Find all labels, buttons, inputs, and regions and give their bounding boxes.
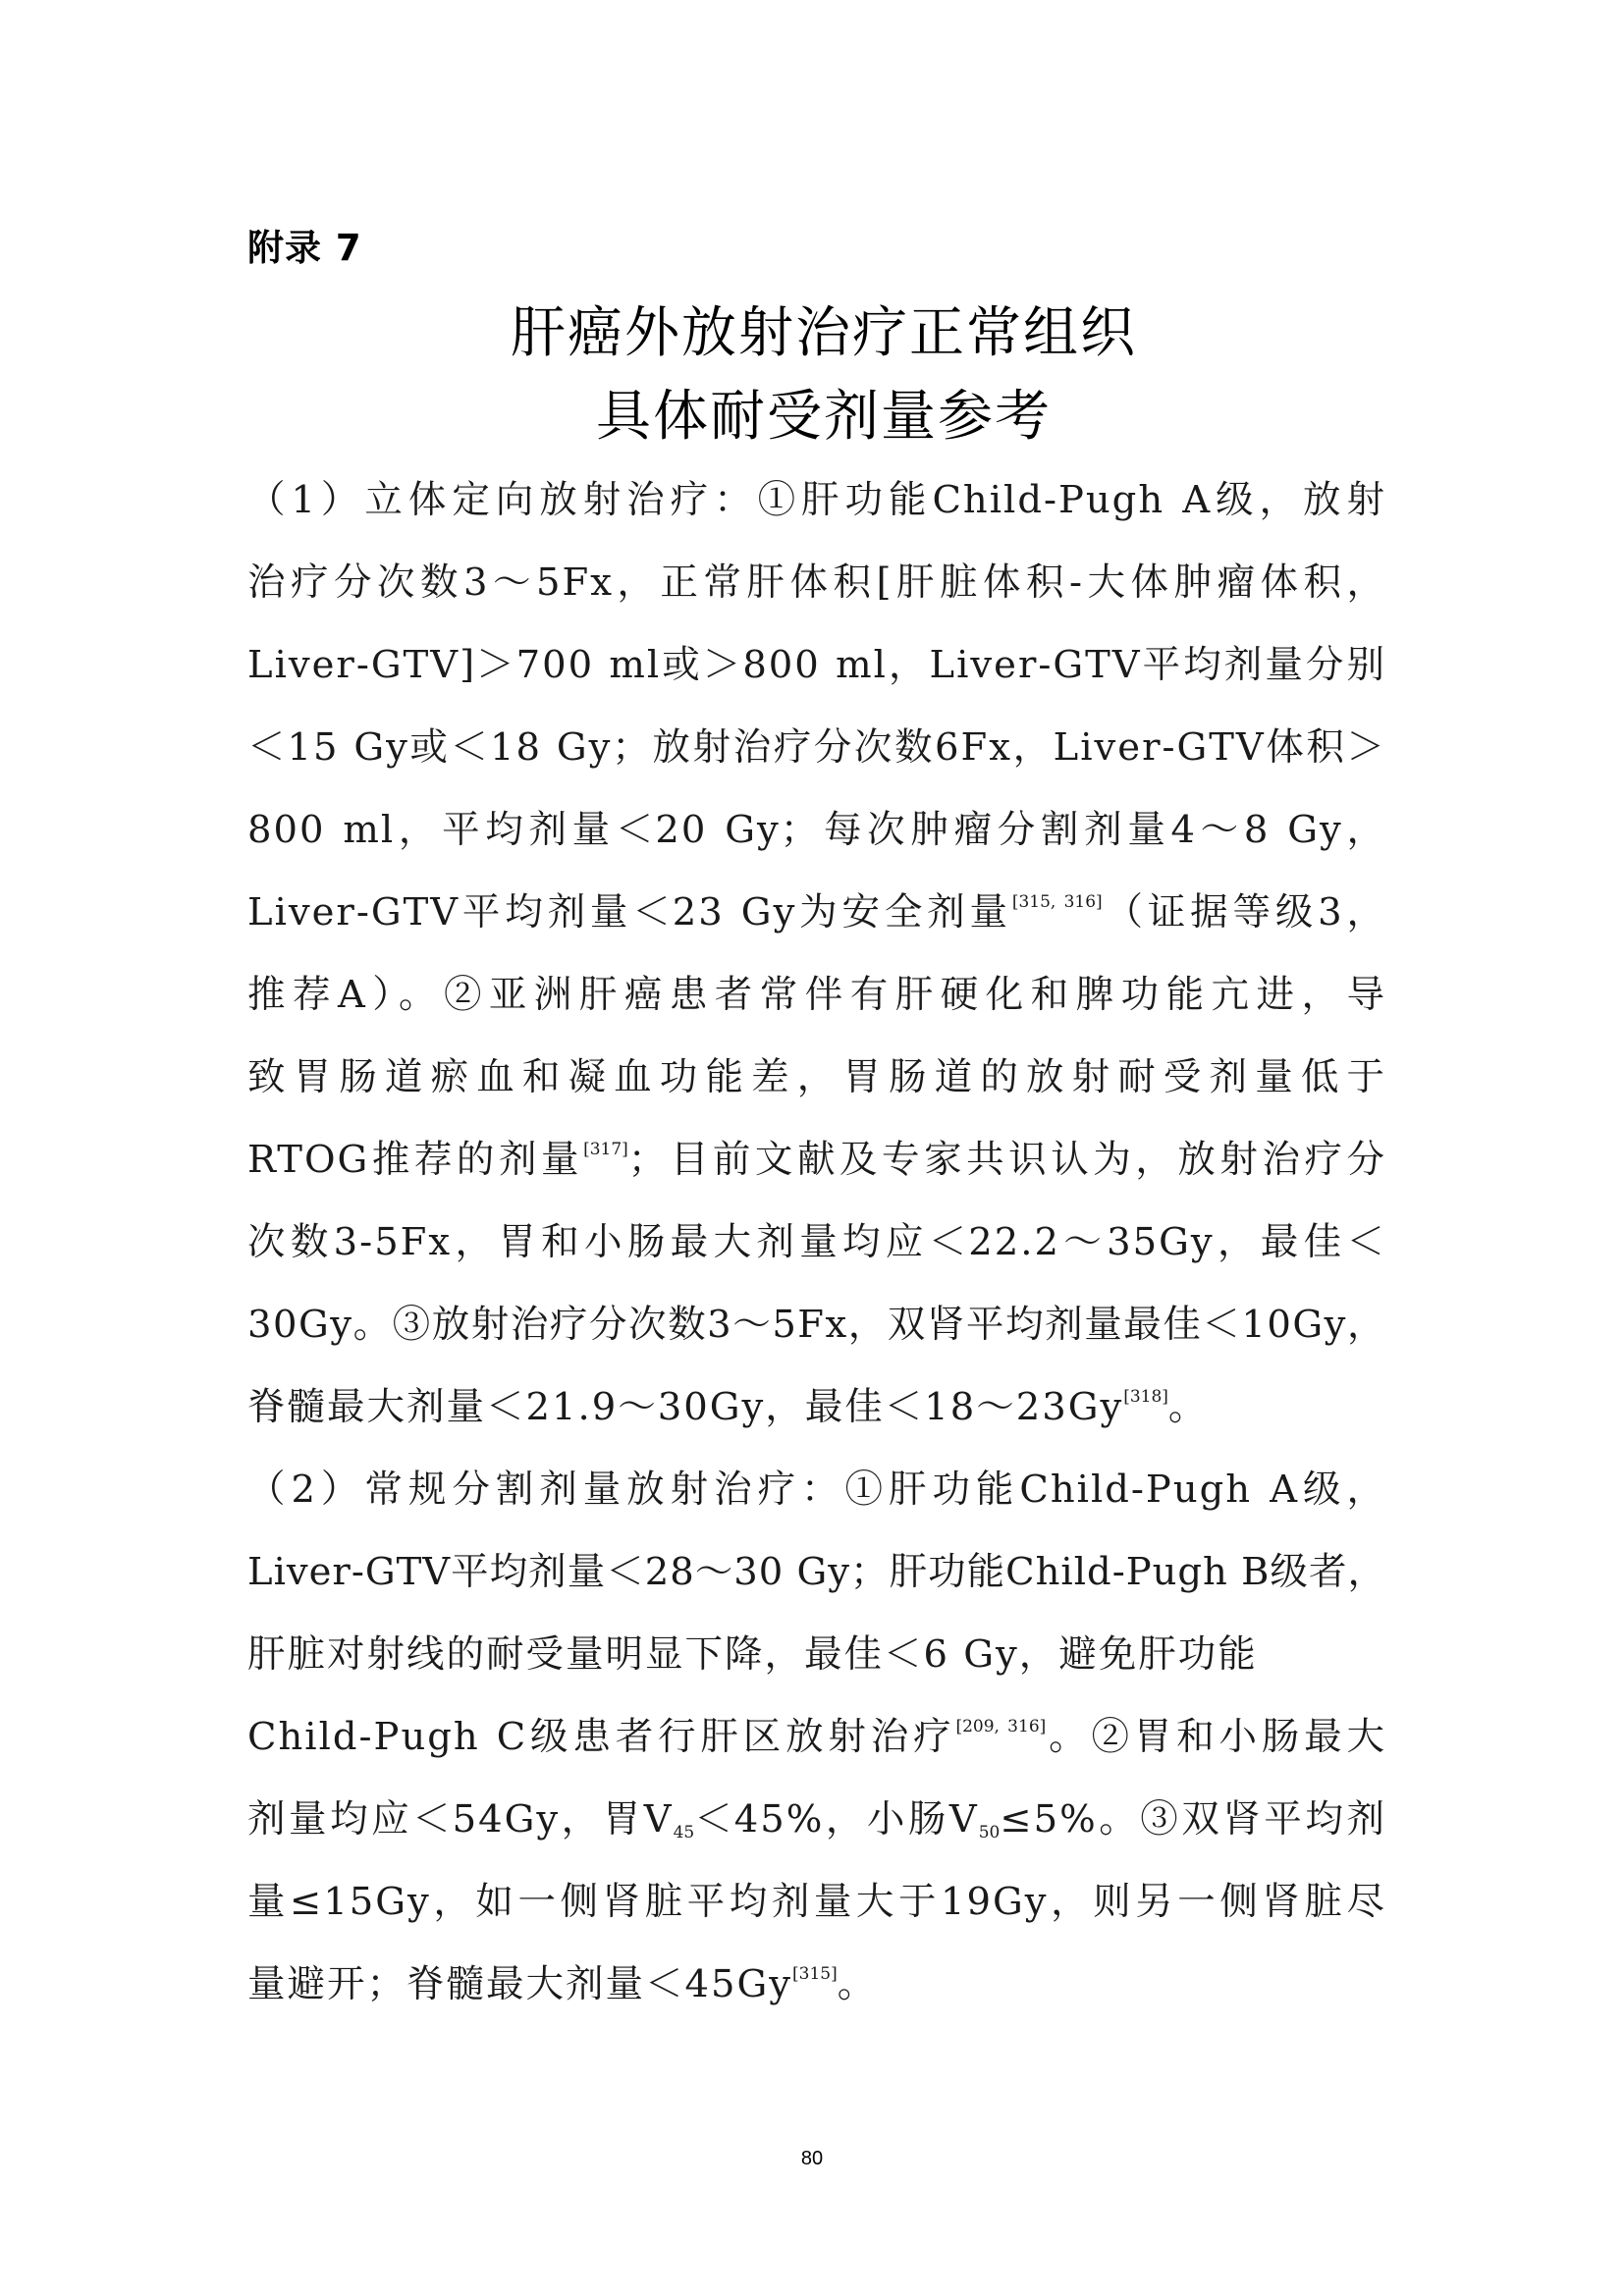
text-segment: 800 ml，平均剂量＜20 Gy；每次肿瘤分割剂量4～8 Gy，	[247, 808, 1386, 852]
text-line	[247, 707, 1386, 789]
text-segment: Liver-GTV平均剂量＜23 Gy为安全剂量	[247, 890, 1012, 934]
text-segment: 次数3-5Fx，胃和小肠最大剂量均应＜22.2～35Gy，最佳＜	[247, 1220, 1386, 1264]
text-segment: 致胃肠道瘀血和凝血功能差，胃肠道的放射耐受剂量低于	[247, 1055, 1386, 1099]
subscript: 45	[673, 1823, 695, 1842]
text-segment: ≤5%。③双肾平均剂	[1000, 1797, 1386, 1842]
text-segment: （2）常规分割剂量放射治疗：①肝功能Child-Pugh A级，	[247, 1468, 1386, 1512]
citation-ref: [317]	[583, 1140, 628, 1159]
text-line	[247, 1201, 1386, 1284]
text-line	[247, 1696, 1386, 1779]
citation-ref: [315, 316]	[1011, 892, 1103, 912]
text-segment: 。②胃和小肠最大	[1046, 1715, 1386, 1759]
text-segment: ＜15 Gy或＜18 Gy；放射治疗分次数6Fx，Liver-GTV体积＞	[247, 725, 1386, 770]
text-line	[247, 789, 1386, 872]
text-segment: Child-Pugh C级患者行肝区放射治疗	[247, 1715, 956, 1759]
text-segment: 30Gy。③放射治疗分次数3～5Fx，双肾平均剂量最佳＜10Gy，	[247, 1303, 1386, 1347]
text-segment: 。	[837, 1962, 878, 2006]
text-segment: RTOG推荐的剂量	[247, 1138, 584, 1182]
citation-ref: [318]	[1123, 1387, 1168, 1407]
text-segment: ＜45%，小肠V	[694, 1797, 979, 1842]
text-segment: 剂量均应＜54Gy，胃V	[247, 1797, 674, 1842]
text-segment: Liver-GTV平均剂量＜28～30 Gy；肝功能Child-Pugh B级者，	[247, 1550, 1386, 1594]
text-line	[247, 1037, 1386, 1119]
page-number: 80	[800, 2148, 824, 2169]
text-line	[247, 1614, 1386, 1696]
text-line	[247, 624, 1386, 707]
text-line	[247, 1779, 1386, 1861]
text-line	[247, 1944, 1386, 2026]
text-segment: ；目前文献及专家共识认为，放射治疗分	[627, 1138, 1386, 1182]
text-line	[247, 1119, 1386, 1201]
text-segment: 脊髓最大剂量＜21.9～30Gy，最佳＜18～23Gy	[247, 1385, 1124, 1429]
text-segment: 。	[1167, 1385, 1209, 1429]
appendix-label: 附录 7	[247, 227, 362, 269]
text-line	[247, 542, 1386, 624]
text-segment: 治疗分次数3～5Fx，正常肝体积[肝脏体积-大体肿瘤体积，	[247, 561, 1386, 605]
text-line	[247, 1531, 1386, 1614]
subscript: 50	[978, 1823, 1001, 1842]
text-line	[247, 1449, 1386, 1531]
body-text	[247, 459, 1386, 2026]
text-line	[247, 872, 1386, 954]
text-segment: 推荐A）。②亚洲肝癌患者常伴有肝硬化和脾功能亢进，导	[247, 973, 1386, 1017]
citation-ref: [315]	[792, 1964, 838, 1984]
page-title-line-2: 具体耐受剂量参考	[596, 385, 1052, 449]
page-title-line-1: 肝癌外放射治疗正常组织	[511, 301, 1137, 365]
text-segment: 量避开；脊髓最大剂量＜45Gy	[247, 1962, 792, 2006]
text-line	[247, 1861, 1386, 1944]
text-line	[247, 954, 1386, 1037]
text-segment: （证据等级3，	[1102, 890, 1387, 934]
text-segment: 肝脏对射线的耐受量明显下降，最佳＜6 Gy，避免肝功能	[247, 1632, 1258, 1677]
citation-ref: [209, 316]	[955, 1717, 1047, 1736]
text-segment: Liver-GTV]＞700 ml或＞800 ml，Liver-GTV平均剂量分别	[247, 643, 1386, 687]
text-segment: （1）立体定向放射治疗：①肝功能Child-Pugh A级，放射	[247, 478, 1386, 522]
text-segment: 量≤15Gy，如一侧肾脏平均剂量大于19Gy，则另一侧肾脏尽	[247, 1880, 1386, 1924]
text-line	[247, 1366, 1386, 1449]
text-line	[247, 1284, 1386, 1366]
text-line	[247, 459, 1386, 542]
